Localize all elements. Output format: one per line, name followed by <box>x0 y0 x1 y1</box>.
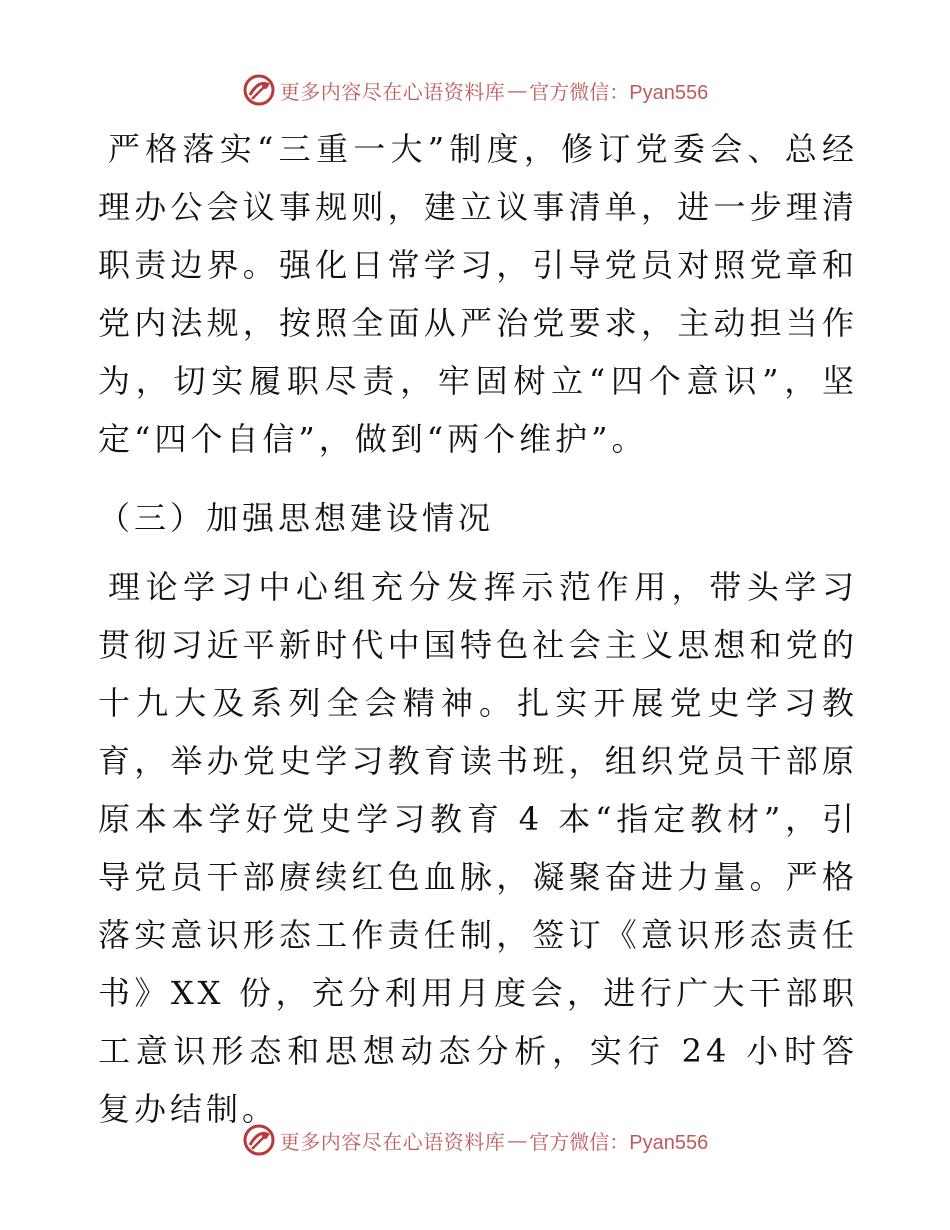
contact-text: 官方微信：Pyan556 <box>529 1131 709 1154</box>
brand-text: 更多内容尽在心语资料库 <box>279 79 506 104</box>
banner-separator: — <box>507 1128 528 1152</box>
document-body <box>98 120 858 1138</box>
banner-separator: — <box>507 78 528 102</box>
brand-text: 更多内容尽在心语资料库 <box>279 1129 506 1154</box>
paragraph-2: 理论学习中心组充分发挥示范作用，带头学习贯彻习近平新时代中国特色社会主义思想和党的十九大及系列全会精神。扎实开展党史学习教育，举办党史学习教育读书班，组织党员干部原原本本学好党史学习教育 4 本“指定教材”，引导党员干部赓续红色血脉，凝聚奋进力量。严格落实意识形态工作责任制，签订《意识形态责任书》XX 份，充分利用月度会，进行广大干部职工意识形态和思想动态分析，实行 24 小时答复办结制。 <box>98 568 858 1128</box>
section-heading: （三）加强思想建设情况 <box>98 499 495 537</box>
red-swirl-logo-icon <box>242 73 276 107</box>
contact-text: 官方微信：Pyan556 <box>529 81 709 104</box>
header-watermark <box>0 70 950 110</box>
footer-watermark <box>0 1120 950 1160</box>
paragraph-1: 严格落实“三重一大”制度，修订党委会、总经理办公会议事规则，建立议事清单，进一步理清职责边界。强化日常学习，引导党员对照党章和党内法规，按照全面从严治党要求，主动担当作为，切实履职尽责，牢固树立“四个意识”，坚定“四个自信”，做到“两个维护”。 <box>98 130 858 458</box>
red-swirl-logo-icon <box>242 1123 276 1157</box>
